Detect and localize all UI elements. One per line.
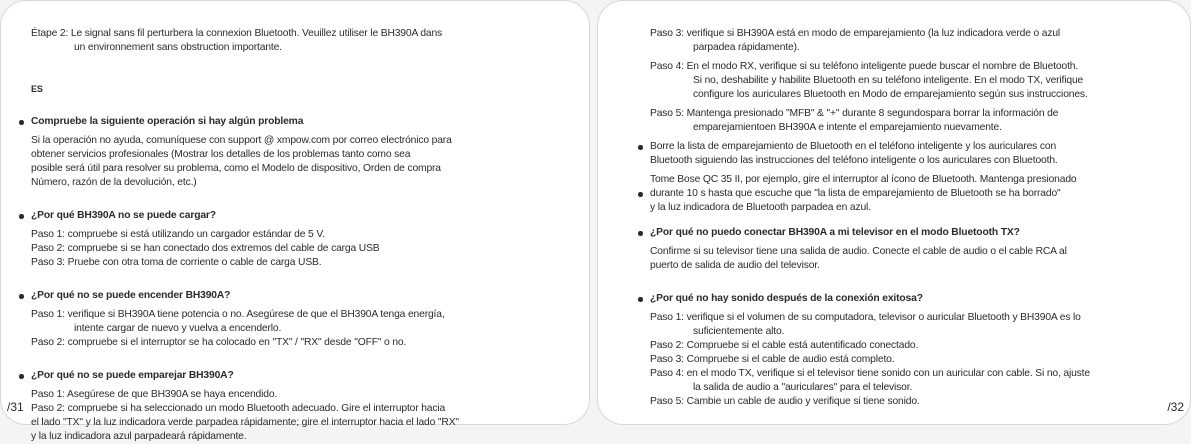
support-text-line: obtener servicios profesionales (Mostrar los detalles de los problemas tanto como sea — [31, 149, 411, 160]
language-label: ES — [31, 84, 43, 94]
pair-step-4-cont: configure los auriculares Bluetooth en Modo de emparejamiento según sus instrucciones. — [693, 89, 1088, 100]
power-step-2: Paso 2: compruebe si el interruptor se ha colocado en "TX" / "RX" desde "OFF" o no. — [31, 337, 407, 348]
charge-step: Paso 1: compruebe si está utilizando un cargador estándar de 5 V. — [31, 229, 325, 240]
sound-step-1: Paso 1: verifique si el volumen de su computadora, televisor o auricular Bluetooth y BH390A es lo — [650, 312, 1081, 323]
tv-line: Confirme si su televisor tiene una salida de audio. Conecte el cable de audio o el cable RCA al — [650, 246, 1067, 257]
support-text-line: posible será útil para resolver su problema, como el Modelo de dispositivo, Orden de compra — [31, 163, 441, 174]
heading-check-operation: Compruebe la siguiente operación si hay algún problema — [31, 115, 571, 129]
pair-line: y la luz indicadora azul parpadeará rápidamente. — [31, 431, 247, 442]
page-right — [597, 0, 1191, 425]
power-step-1: Paso 1: verifique si BH390A tiene potencia o no. Asegúrese de que el BH390A tenga energía, — [31, 309, 445, 320]
pair-line: Paso 2: compruebe si ha seleccionado un modo Bluetooth adecuado. Gire el interruptor hacia — [31, 403, 446, 414]
sound-step-5: Paso 5: Cambie un cable de audio y verifique si tiene sonido. — [650, 396, 920, 407]
sound-step-3: Paso 3: Compruebe si el cable de audio está completo. — [650, 354, 895, 365]
heading-no-sound: ¿Por qué no hay sonido después de la conexión exitosa? — [650, 292, 1178, 306]
heading-cannot-power-on: ¿Por qué no se puede encender BH390A? — [31, 289, 571, 303]
charge-step: Paso 3: Pruebe con otra toma de corriente o cable de carga USB. — [31, 257, 322, 268]
pair-line: el lado "TX" y la luz indicadora verde parpadea rápidamente; gire el interruptor hacia el lado "RX" — [31, 417, 459, 428]
step2-text: Étape 2: Le signal sans fil perturbera la connexion Bluetooth. Veuillez utiliser le BH390A dans — [31, 28, 443, 39]
sound-step-1-cont: suficientemente alto. — [693, 326, 785, 337]
page-left-content — [31, 27, 571, 444]
heading-cannot-pair: ¿Por qué no se puede emparejar BH390A? — [31, 369, 571, 383]
charge-step: Paso 2: compruebe si se han conectado dos extremos del cable de carga USB — [31, 243, 380, 254]
step2-text-cont: un environnement sans obstruction importante. — [74, 42, 282, 53]
bose-example-bullet: durante 10 s hasta que escuche que "la lista de emparejamiento de Bluetooth se ha borrado" — [650, 187, 1178, 201]
bose-example-line: y la luz indicadora de Bluetooth parpadea en azul. — [650, 202, 871, 213]
page-number-right: /32 — [1167, 400, 1184, 414]
bose-example-line: Tome Bose QC 35 II, por ejemplo, gire el interruptor al ícono de Bluetooth. Mantenga presionado — [650, 174, 1077, 185]
sound-step-4: Paso 4: en el modo TX, verifique si el televisor tiene sonido con un auricular con cable. Si no, ajuste — [650, 368, 1090, 379]
page-right-content — [650, 27, 1178, 409]
power-step-1-cont: intente cargar de nuevo y vuelva a encenderlo. — [74, 323, 282, 334]
pair-step-4-cont: Si no, deshabilite y habilite Bluetooth en su teléfono inteligente. En el modo TX, verifique — [693, 75, 1084, 86]
pair-step-3: Paso 3: verifique si BH390A está en modo de emparejamiento (la luz indicadora verde o azul — [650, 28, 1061, 39]
clear-pairing-bullet: Borre la lista de emparejamiento de Bluetooth en el teléfono inteligente y los auriculares con — [650, 140, 1178, 154]
pair-step-3-cont: parpadea rápidamente). — [693, 42, 800, 53]
sound-step-2: Paso 2: Compruebe si el cable está autentificado conectado. — [650, 340, 919, 351]
tv-line: puerto de salida de audio del televisor. — [650, 260, 820, 271]
pair-step-4: Paso 4: En el modo RX, verifique si su teléfono inteligente puede buscar el nombre de Bluetooth. — [650, 61, 1079, 72]
sound-step-4-cont: la salida de audio a "auriculares" para el televisor. — [693, 382, 913, 393]
heading-tv-connect: ¿Por qué no puedo conectar BH390A a mi televisor en el modo Bluetooth TX? — [650, 226, 1178, 240]
page-left — [0, 0, 590, 442]
support-text-line: Número, razón de la devolución, etc.) — [31, 177, 197, 188]
support-text-line: Si la operación no ayuda, comuníquese con support @ xmpow.com por correo electrónico para — [31, 135, 452, 146]
heading-cannot-charge: ¿Por qué BH390A no se puede cargar? — [31, 209, 571, 223]
pair-step-5-cont: emparejamientoen BH390A e intente el emparejamiento nuevamente. — [693, 122, 1002, 133]
page-number-left: /31 — [7, 400, 24, 414]
pair-line: Paso 1: Asegúrese de que BH390A se haya encendido. — [31, 389, 278, 400]
pair-step-5: Paso 5: Mantenga presionado "MFB" & "+" durante 8 segundospara borrar la información de — [650, 108, 1059, 119]
clear-pairing-line: Bluetooth siguiendo las instrucciones del teléfono inteligente o los auriculares con Bluetooth. — [650, 155, 1058, 166]
